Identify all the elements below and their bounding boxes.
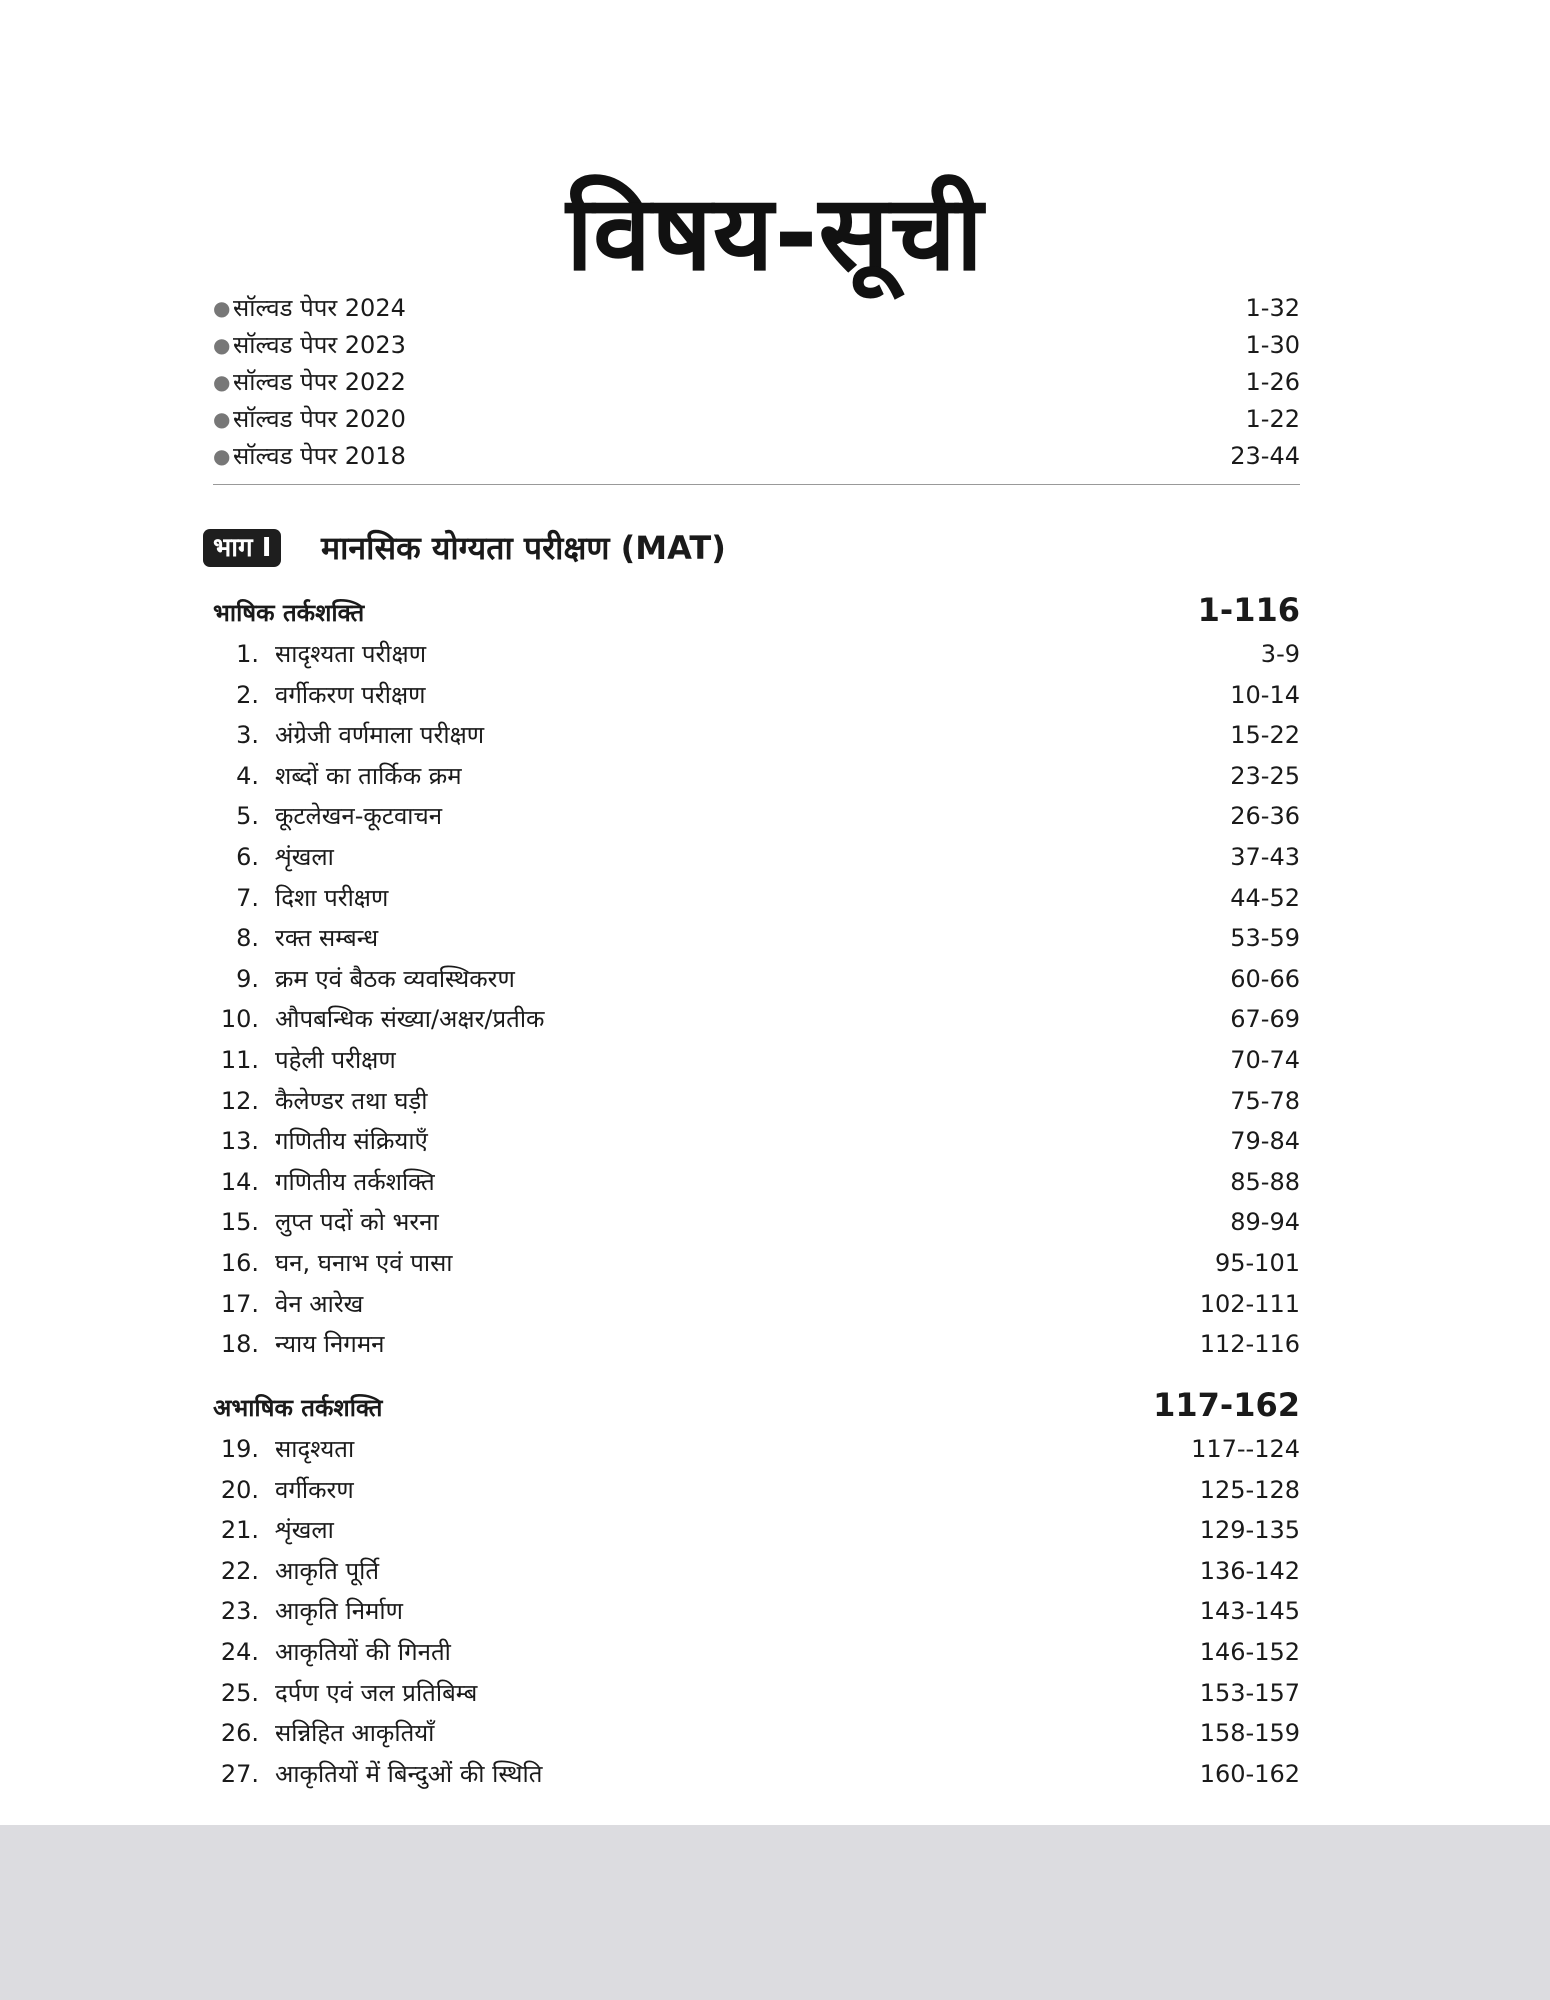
chapter-title: क्रम एवं बैठक व्यवस्थिकरण: [275, 964, 515, 993]
chapter-title: शृंखला: [275, 842, 334, 871]
chapter-title: रक्त सम्बन्ध: [275, 924, 379, 953]
chapter-title: शब्दों का तार्किक क्रम: [275, 761, 462, 790]
chapter-number: 16.: [220, 1248, 259, 1277]
chapter-title: औपबन्धिक संख्या/अक्षर/प्रतीक: [275, 1005, 545, 1034]
toc-row[interactable]: [213, 959, 1300, 1000]
chapter-title: लुप्त पदों को भरना: [275, 1208, 439, 1237]
chapter-number: 14.: [220, 1167, 259, 1196]
toc-row[interactable]: [213, 837, 1300, 878]
chapter-title: पहेली परीक्षण: [275, 1045, 396, 1074]
chapter-title: आकृतियों में बिन्दुओं की स्थिति: [275, 1759, 543, 1788]
chapter-number: 22.: [220, 1556, 259, 1585]
chapter-pages: 153-157: [1199, 1678, 1300, 1707]
chapter-pages: 129-135: [1199, 1516, 1300, 1545]
chapter-pages: 79-84: [1230, 1127, 1300, 1156]
toc-row[interactable]: [213, 1429, 1300, 1470]
chapter-pages: 136-142: [1199, 1556, 1300, 1585]
chapter-number: 9.: [236, 964, 259, 993]
page-title: विषय-सूची: [566, 172, 984, 294]
chapter-title: गणितीय तर्कशक्ति: [275, 1167, 435, 1196]
chapter-number: 4.: [236, 761, 259, 790]
solved-paper-label: सॉल्वड पेपर 2020: [233, 405, 406, 433]
chapter-pages: 102-111: [1199, 1289, 1300, 1318]
toc-row[interactable]: [213, 1591, 1300, 1632]
chapter-number: 23.: [220, 1597, 259, 1626]
toc-list: [213, 634, 1300, 1365]
chapter-pages: 75-78: [1230, 1086, 1300, 1115]
chapter-number: 21.: [220, 1516, 259, 1545]
chapter-pages: 158-159: [1199, 1719, 1300, 1748]
chapter-title: सादृश्यता: [275, 1435, 355, 1463]
chapter-number: 5.: [236, 802, 259, 831]
toc-row[interactable]: [213, 1324, 1300, 1365]
chapter-title: घन, घनाभ एवं पासा: [275, 1248, 453, 1277]
chapter-pages: 85-88: [1230, 1167, 1300, 1196]
chapter-title: दर्पण एवं जल प्रतिबिम्ब: [275, 1678, 478, 1707]
chapter-number: 20.: [220, 1475, 259, 1504]
section-divider: [213, 484, 1300, 485]
section-title: भाषिक तर्कशक्ति: [213, 599, 365, 627]
solved-paper-pages: 1-30: [1245, 331, 1300, 359]
toc-row[interactable]: [213, 1551, 1300, 1592]
section-pages: 1-116: [1197, 591, 1300, 629]
solved-paper-label: सॉल्वड पेपर 2022: [233, 368, 406, 396]
chapter-title: वर्गीकरण: [275, 1475, 354, 1504]
chapter-title: गणितीय संक्रियाएँ: [275, 1127, 428, 1156]
chapter-pages: 53-59: [1230, 924, 1300, 953]
toc-row[interactable]: [213, 675, 1300, 716]
page-footer-band: [0, 1825, 1550, 2000]
chapter-number: 25.: [220, 1678, 259, 1707]
chapter-title: सन्निहित आकृतियाँ: [275, 1719, 435, 1748]
chapter-title: आकृति निर्माण: [275, 1597, 403, 1626]
toc-row[interactable]: [213, 1162, 1300, 1203]
chapter-pages: 60-66: [1230, 964, 1300, 993]
chapter-pages: 70-74: [1230, 1045, 1300, 1074]
chapter-number: 8.: [236, 924, 259, 953]
chapter-pages: 37-43: [1230, 842, 1300, 871]
chapter-number: 17.: [220, 1289, 259, 1318]
chapter-number: 7.: [236, 883, 259, 912]
chapter-title: आकृति पूर्ति: [275, 1556, 380, 1585]
solved-paper-label: सॉल्वड पेपर 2023: [233, 331, 406, 359]
chapter-pages: 146-152: [1199, 1637, 1300, 1666]
bullet-icon: ●: [213, 444, 231, 468]
bullet-icon: ●: [213, 407, 231, 431]
chapter-number: 3.: [236, 721, 259, 750]
toc-row[interactable]: [213, 715, 1300, 756]
chapter-title: दिशा परीक्षण: [275, 883, 389, 912]
toc-row[interactable]: [213, 1243, 1300, 1284]
chapter-pages: 112-116: [1199, 1330, 1300, 1359]
chapter-number: 1.: [236, 640, 259, 668]
toc-row[interactable]: [213, 796, 1300, 837]
chapter-number: 26.: [220, 1719, 259, 1748]
solved-paper-pages: 1-22: [1245, 405, 1300, 433]
solved-paper-pages: 1-26: [1245, 368, 1300, 396]
solved-paper-row[interactable]: [213, 290, 1300, 327]
solved-paper-label: सॉल्वड पेपर 2024: [233, 294, 406, 322]
bullet-icon: ●: [213, 333, 231, 357]
chapter-number: 15.: [220, 1208, 259, 1237]
chapter-pages: 89-94: [1230, 1208, 1300, 1237]
section-title: अभाषिक तर्कशक्ति: [213, 1394, 383, 1422]
chapter-number: 18.: [220, 1330, 259, 1359]
toc-row[interactable]: [213, 999, 1300, 1040]
toc-row[interactable]: [213, 1284, 1300, 1325]
chapter-number: 13.: [220, 1127, 259, 1156]
solved-paper-row[interactable]: [213, 364, 1300, 401]
chapter-number: 10.: [220, 1005, 259, 1034]
toc-row[interactable]: [213, 1510, 1300, 1551]
toc-list: [213, 1429, 1300, 1794]
chapter-pages: 125-128: [1199, 1475, 1300, 1504]
toc-row[interactable]: [213, 756, 1300, 797]
chapter-pages: 44-52: [1230, 883, 1300, 912]
toc-row[interactable]: [213, 1202, 1300, 1243]
toc-row[interactable]: [213, 1040, 1300, 1081]
toc-row[interactable]: [213, 1713, 1300, 1754]
chapter-title: कूटलेखन-कूटवाचन: [275, 802, 443, 831]
part-badge: भाग I: [203, 529, 281, 567]
solved-paper-pages: 1-32: [1245, 294, 1300, 322]
bullet-icon: ●: [213, 296, 231, 320]
chapter-pages: 117--124: [1191, 1435, 1300, 1463]
chapter-title: न्याय निगमन: [275, 1330, 385, 1359]
solved-papers-list: [213, 290, 1300, 475]
chapter-title: आकृतियों की गिनती: [275, 1637, 451, 1666]
toc-row[interactable]: [213, 634, 1300, 675]
solved-paper-pages: 23-44: [1230, 442, 1300, 470]
chapter-pages: 10-14: [1230, 680, 1300, 709]
chapter-title: अंग्रेजी वर्णमाला परीक्षण: [275, 721, 485, 750]
toc-row[interactable]: [213, 1673, 1300, 1714]
chapter-number: 2.: [236, 680, 259, 709]
chapter-pages: 143-145: [1199, 1597, 1300, 1626]
chapter-pages: 26-36: [1230, 802, 1300, 831]
chapter-number: 11.: [220, 1045, 259, 1074]
solved-paper-row[interactable]: [213, 327, 1300, 364]
chapter-number: 24.: [220, 1637, 259, 1666]
section-heading[interactable]: [213, 588, 1300, 632]
solved-paper-row[interactable]: [213, 401, 1300, 438]
chapter-pages: 67-69: [1230, 1005, 1300, 1034]
solved-paper-row[interactable]: [213, 438, 1300, 475]
chapter-number: 19.: [220, 1435, 259, 1463]
chapter-pages: 23-25: [1230, 761, 1300, 790]
chapter-title: वेन आरेख: [275, 1289, 364, 1318]
toc-row[interactable]: [213, 1470, 1300, 1511]
toc-row[interactable]: [213, 878, 1300, 919]
chapter-pages: 3-9: [1260, 640, 1300, 668]
chapter-number: 27.: [220, 1759, 259, 1788]
section-pages: 117-162: [1153, 1386, 1300, 1424]
chapter-pages: 95-101: [1214, 1248, 1300, 1277]
chapter-title: शृंखला: [275, 1516, 334, 1545]
toc-row[interactable]: [213, 918, 1300, 959]
toc-row[interactable]: [213, 1754, 1300, 1795]
chapter-pages: 15-22: [1230, 721, 1300, 750]
chapter-pages: 160-162: [1199, 1759, 1300, 1788]
toc-row[interactable]: [213, 1632, 1300, 1673]
solved-paper-label: सॉल्वड पेपर 2018: [233, 442, 406, 470]
chapter-number: 6.: [236, 842, 259, 871]
bullet-icon: ●: [213, 370, 231, 394]
section-heading[interactable]: [213, 1383, 1300, 1427]
chapter-number: 12.: [220, 1086, 259, 1115]
chapter-title: कैलेण्डर तथा घड़ी: [275, 1086, 428, 1115]
toc-row[interactable]: [213, 1081, 1300, 1122]
toc-row[interactable]: [213, 1121, 1300, 1162]
part-title: मानसिक योग्यता परीक्षण (MAT): [321, 529, 726, 567]
chapter-title: वर्गीकरण परीक्षण: [275, 680, 426, 709]
chapter-title: सादृश्यता परीक्षण: [275, 640, 427, 668]
